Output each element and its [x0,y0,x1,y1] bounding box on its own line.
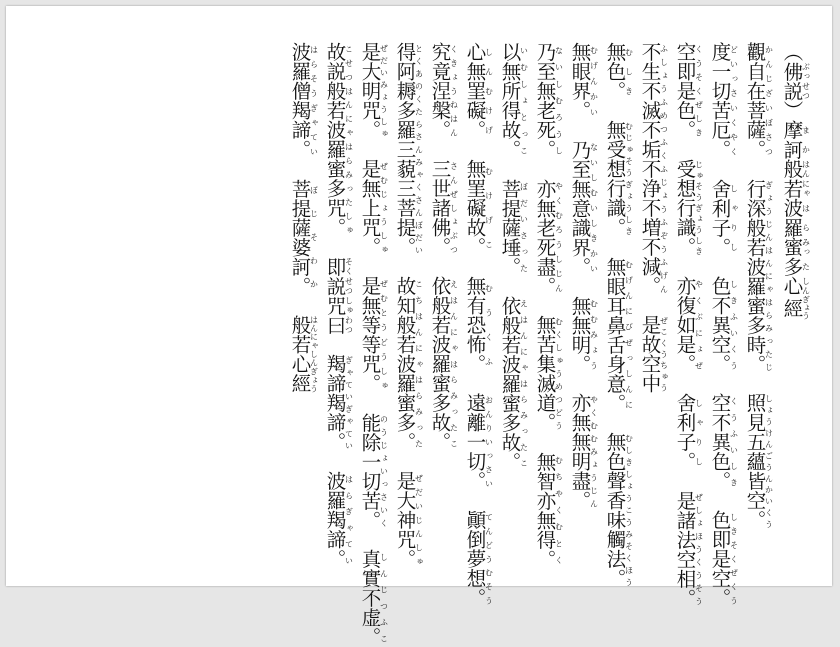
phrase-reading: ら [801,217,811,237]
phrase-with-reading [498,42,529,159]
phrase-reading: むむみょう [589,295,599,374]
sutra-line [668,42,704,608]
phrase-text [464,140,487,160]
phrase-reading: おんりいっさい [484,393,494,491]
phrase-with-reading [673,159,704,257]
phrase-with-reading [428,42,459,140]
phrase-text: 空不異色。 [708,393,732,491]
phrase-text: 摩 [780,120,804,140]
phrase-text: 觀自在菩薩。 [743,42,767,159]
phrase-with-reading [393,42,424,257]
sutra-line [598,42,634,588]
phrase-text: 經 [780,295,804,320]
phrase-text [674,374,697,394]
phrase-reading: ないしむろうし [554,42,564,159]
sutra-line [423,42,458,562]
phrase-with-reading [638,315,669,393]
phrase-reading: ま [801,120,811,140]
phrase-text: 蜜 [780,237,804,257]
phrase-text [534,159,557,179]
phrase-reading: えはんにゃはらみったこ [449,276,459,452]
sutra-line [353,42,389,647]
phrase-with-reading [323,471,354,569]
phrase-with-reading [708,42,739,159]
phrase-text [359,393,382,413]
phrase-with-reading [673,490,704,608]
sutra-line [528,42,564,569]
phrase-text: 舍利子。 [673,393,697,471]
phrase-reading: てんどうむそう [484,510,494,608]
phrase-text [324,452,347,472]
phrase-text: 無色。 [603,42,627,101]
phrase-with-reading [780,295,811,320]
phrase-reading: むちやくむとく [554,451,564,569]
phrase-text: 多 [780,256,804,276]
phrase-with-reading [498,295,529,472]
phrase-with-reading [358,549,389,647]
phrase-reading: ぎょうじんはんにゃはらみったじ [764,178,774,374]
phrase-text: 真實不虚。 [358,549,382,647]
phrase-with-reading [463,159,494,257]
phrase-text [429,257,452,277]
phrase-text: 亦復如是。 [673,276,697,374]
phrase-text: 無受想行識。 [603,120,627,237]
sutra-line [563,42,598,562]
phrase-text: 是諸法空相。 [673,490,697,608]
phrase-text: 波羅羯諦。 [323,471,347,569]
phrase-text [674,140,697,160]
phrase-text: 訶 [780,139,804,159]
phrase-with-reading [708,276,739,374]
phrase-text [674,257,697,277]
phrase-reading: はんにゃしんぎょう [309,315,319,393]
phrase-with-reading [708,393,739,491]
phrase-text: 究竟涅槃。 [428,42,452,140]
phrase-reading: むじゅそうぎょうしき [624,120,634,237]
phrase-with-reading [708,178,739,257]
phrase-reading: むうくふ [484,276,494,374]
phrase-with-reading [743,42,774,159]
phrase-text [359,530,382,550]
phrase-with-reading [638,42,669,296]
phrase-text: 得阿耨多羅三藐三菩提。 [393,42,417,257]
phrase-text: 即説咒曰 [323,256,347,335]
phrase-text: 無有恐怖。 [463,276,487,374]
phrase-with-reading [780,139,811,160]
phrase-reading: しん [801,276,811,296]
phrase-with-reading [603,42,634,101]
phrase-text: 乃至無老死。 [533,42,557,159]
phrase-text [639,296,662,316]
phrase-reading: むけげこ [484,159,494,257]
phrase-text: 行深般若波羅蜜多時。 [743,178,767,374]
phrase-reading: さんぜしょぶつ [449,159,459,257]
phrase-text: 空即是色。 [673,42,697,140]
phrase-reading: とくあのくたらさんみゃくさんぼだい [414,42,424,257]
phrase-reading: ぜむじょうしゅ [379,159,389,257]
phrase-text: 色即是空。 [708,510,732,608]
phrase-reading: じゅそうぎょうしき [694,159,704,257]
phrase-text [324,335,347,355]
phrase-reading: しょうけんごうんかいくう [764,393,774,530]
phrase-text: 是大明咒。 [358,42,382,140]
phrase-text [604,413,627,433]
phrase-text [604,237,627,257]
phrase-with-reading [288,178,319,296]
phrase-with-reading [463,393,494,491]
phrase-text: 不生不滅不垢不浄不増不減。 [638,42,662,296]
phrase-text: 三世諸佛。 [428,159,452,257]
phrase-with-reading [568,139,599,277]
phrase-text: 無罣礙故。 [463,159,487,257]
phrase-text [534,296,557,316]
phrase-text: 以無所得故。 [498,42,522,159]
phrase-text [709,257,732,277]
phrase-with-reading [673,276,704,374]
phrase-text: 能除一切苦。 [358,412,382,530]
sutra-line [458,42,494,608]
phrase-with-reading [533,315,564,432]
phrase-with-reading [463,276,494,374]
phrase-text [499,159,522,179]
phrase-with-reading [673,42,704,140]
phrase-text: 度一切苦厄。 [708,42,732,159]
sutra-title-line [775,42,810,562]
phrase-text: 無無明。 [568,295,592,374]
phrase-text [709,491,732,511]
phrase-text: 心無罣礙。 [463,42,487,140]
phrase-reading: しゃりし [729,178,739,257]
phrase-text [569,276,592,296]
phrase-text: 若 [780,178,804,198]
phrase-text [604,101,627,121]
phrase-reading: にゃ [801,178,811,198]
phrase-text: 依般若波羅蜜多故。 [498,295,522,471]
phrase-text [569,374,592,394]
phrase-text: 亦無無明盡。 [568,393,592,510]
phrase-text [429,140,452,160]
sutra-line [318,42,354,569]
phrase-text: 是無上咒。 [358,159,382,257]
phrase-with-reading [780,120,811,140]
phrase-with-reading [358,412,389,530]
phrase-text: 波 [780,198,804,218]
phrase-reading: ぎゃていぎゃてい [344,354,354,452]
sutra-line [493,42,528,562]
sutra-page [6,6,832,647]
phrase-with-reading [568,295,599,374]
phrase-text [359,140,382,160]
phrase-text: 遠離一切。 [463,393,487,491]
phrase-with-reading [498,178,529,277]
phrase-text: ） [780,100,804,120]
phrase-with-reading [463,42,494,140]
phrase-with-reading [323,354,354,452]
phrase-text: （ [780,42,804,62]
phrase-reading: やくぶにょぜ [694,276,704,374]
phrase-with-reading [780,217,811,238]
phrase-reading: しゃりし [694,393,704,471]
phrase-text [464,491,487,511]
phrase-reading: ぎょう [801,295,811,320]
phrase-text: 照見五蘊皆空。 [743,393,767,530]
phrase-with-reading [288,42,319,159]
phrase-with-reading [568,42,599,120]
phrase-reading: くうふいしき [729,393,739,491]
sutra-line [633,42,668,562]
phrase-with-reading [428,276,459,452]
phrase-reading: むしきしょうこうみそくほう [624,432,634,588]
phrase-text: 菩提薩婆訶。 [288,178,312,296]
phrase-text: 般 [780,159,804,179]
phrase-reading: しんむけげ [484,42,494,140]
phrase-text: 依般若波羅蜜多故。 [428,276,452,452]
phrase-with-reading [780,61,811,101]
phrase-reading: こせつはんにゃはらみったしゅ [344,42,354,237]
phrase-text: 故知般若波羅蜜多。 [393,276,417,452]
phrase-reading: ぜだいじんしゅ [414,471,424,569]
phrase-with-reading [603,120,634,237]
phrase-with-reading [393,471,424,569]
phrase-reading: くうそくぜしき [694,42,704,140]
phrase-reading: ぶっせつ [801,61,811,101]
phrase-reading: ぜむとうどうしゅ [379,276,389,393]
phrase-text [709,159,732,179]
phrase-text: 無智亦無得。 [533,451,557,569]
sutra-line [738,42,773,562]
phrase-reading: ふしょうふめつふくふじょうふぞうふげん [659,42,669,296]
phrase-text: 無眼耳鼻舌身意。 [603,256,627,413]
phrase-text [394,257,417,277]
phrase-text [744,374,767,394]
phrase-with-reading [358,276,389,393]
phrase-text [359,257,382,277]
phrase-text: 無色聲香味觸法。 [603,432,627,588]
phrase-with-reading [463,510,494,608]
phrase-text: 無眼界。 [568,42,592,120]
phrase-reading: むげんにびぜっしんに [624,256,634,413]
phrase-text [324,237,347,257]
phrase-with-reading [780,276,811,296]
phrase-text: 故説般若波羅蜜多咒。 [323,42,347,237]
phrase-text [709,374,732,394]
phrase-text: 羯諦羯諦。 [323,354,347,452]
phrase-reading: むくしゅうめつどう [554,315,564,432]
phrase-with-reading [603,432,634,588]
phrase-with-reading [428,159,459,257]
phrase-reading: みっ [801,237,811,257]
phrase-text: 佛説 [780,61,804,101]
phrase-text: 顚倒夢想。 [463,510,487,608]
phrase-reading: ないしむいしきかい [589,139,599,276]
phrase-text: 色不異空。 [708,276,732,374]
phrase-with-reading [323,42,354,237]
phrase-with-reading [358,159,389,257]
phrase-reading: やくむろうしじん [554,178,564,296]
phrase-text [289,159,312,179]
phrase-text: 舍利子。 [708,178,732,257]
phrase-with-reading [673,393,704,471]
phrase-reading: か [801,139,811,159]
phrase-text: 心 [780,276,804,296]
phrase-text: 是大神咒。 [393,471,417,569]
phrase-with-reading [780,256,811,277]
phrase-with-reading [780,159,811,179]
phrase-with-reading [568,393,599,510]
phrase-text: 羅 [780,217,804,237]
phrase-text: 菩提薩埵。 [498,178,522,276]
phrase-reading: ぜだいみょうしゅ [379,42,389,140]
phrase-text: 是無等等咒。 [358,276,382,393]
phrase-text [499,276,522,296]
phrase-reading: ぼじそわか [309,178,319,296]
phrase-with-reading [780,198,811,218]
phrase-reading: くきょうねはん [449,42,459,140]
phrase-text [464,374,487,394]
phrase-with-reading [358,42,389,140]
phrase-text [289,296,312,316]
phrase-with-reading [743,393,774,530]
phrase-with-reading [780,178,811,199]
phrase-with-reading [288,315,319,393]
phrase-with-reading [780,237,811,257]
phrase-reading: むしき [624,42,634,101]
phrase-with-reading [743,178,774,374]
phrase-reading: こちはんにゃはらみった [414,276,424,452]
phrase-reading: た [801,256,811,276]
phrase-reading: しんじつふこ [379,549,389,647]
phrase-text: 亦無老死盡。 [533,178,557,296]
phrase-text [569,120,592,140]
phrase-reading: しきそくぜくう [729,510,739,608]
phrase-reading: えはんにゃはらみったこ [519,295,529,471]
phrase-reading: ぜこくうちゅう [659,315,669,393]
phrase-text: 般若心經 [288,315,312,393]
phrase-reading: ぜしょほうくうそう [694,490,704,608]
phrase-reading: やくむむみょうじん [589,393,599,510]
phrase-text [464,257,487,277]
phrase-text [394,452,417,472]
phrase-reading: かんじざいぼさつ [764,42,774,159]
phrase-reading: はらぎゃてい [344,471,354,569]
phrase-reading: しきふいくう [729,276,739,374]
phrase-reading: そくせつしゅわつ [344,256,354,335]
sutra-line [283,42,318,562]
phrase-with-reading [708,510,739,608]
phrase-reading: ぼだいさった [519,178,529,276]
sutra-line [703,42,739,608]
phrase-reading: は [801,198,811,218]
phrase-with-reading [393,276,424,452]
phrase-text: 波羅僧羯諦。 [288,42,312,159]
phrase-text [534,432,557,452]
sutra-line [388,42,424,569]
phrase-with-reading [603,256,634,413]
phrase-text: 乃至無意識界。 [568,139,592,276]
phrase-reading: はらそうぎゃてい [309,42,319,159]
phrase-reading: どいっさいくやく [729,42,739,159]
phrase-reading: のうじょいっさいく [379,412,389,530]
sutra-text-vertical [283,42,811,647]
phrase-reading: いむしょとっこ [519,42,529,159]
phrase-text: 是故空中 [638,315,662,393]
phrase-with-reading [533,178,564,296]
phrase-reading: はん [801,159,811,179]
phrase-reading: むげんかい [589,42,599,120]
phrase-with-reading [323,256,354,335]
phrase-with-reading [533,451,564,569]
phrase-text: 受想行識。 [673,159,697,257]
phrase-text [674,471,697,491]
phrase-text: 無苦集滅道。 [533,315,557,432]
phrase-with-reading [533,42,564,159]
phrase-text [744,159,767,179]
